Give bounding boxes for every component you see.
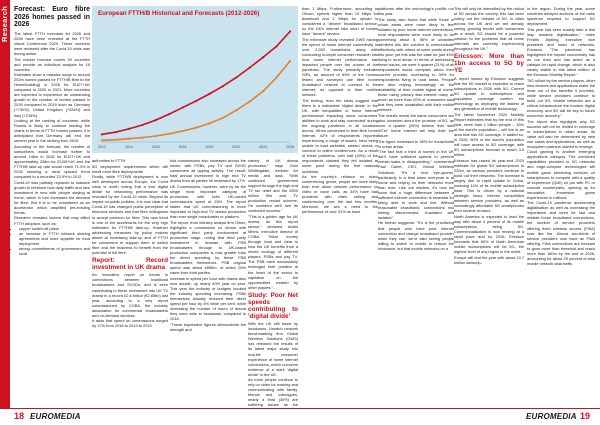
- paragraph: Covid-19 was partially replaced to massive growth to reinforce how daily traffic and new investment in new with people staying at home, which in turn increased the demand for fibre. But it is to be considered as an accelerator which amplified pre-existing trends.: [14, 179, 90, 215]
- paragraph: "The fact that a third of homes in the UK don't have sufficient speeds to perform certain tasks is disappointing," commented Paul Carter, CEO, Global Wireless Solutions. "It's a real eye-opener, particularly in a time when everyone is at home and relying on their networks more than ever. Like our leaders, it's how we know that a huge difference between a sufficient internet connection is essential for being able to work and live. Without reasonable broadband, connections risk feeling disconnected, frustrated and isolated.": [378, 149, 454, 220]
- data-point: [141, 137, 143, 139]
- data-point: [195, 127, 197, 129]
- data-point: [181, 130, 183, 132]
- article-column-8: [527, 6, 595, 266]
- article-column-3: [170, 158, 246, 332]
- article-subhead: Ericsson: More than 1bn access to 5G by YE: [454, 53, 524, 75]
- paragraph: Estimates show a massive surge to around 202m homes passed for FTTH/B fibre to the Home/building) in 2026 for EU27+UK compared to 2020 in 2021. More countries are expected to experience an outstanding growth in the number of homes passed in 2026 compared to 2019 such as Germany (+730%), United Kingdom (+534%) and Italy (+218%).: [14, 72, 90, 118]
- paragraph: The figure increased to 38% for households in urban areas.: [378, 138, 454, 149]
- article-column-6: [378, 6, 454, 251]
- paragraph: This will only be intensified by the rollout of 5G across the country, this has been rolling out the release of 5G, in cities across the UK and we are already seeing growing tender with consumers as a result, 5G should be a powerful solution to the problems that all home internets are currently experiencing throughout the UK.": [454, 6, 524, 52]
- paragraph: According to the forecast, the number of subscribers would increase further to around 148m in 2026 for EU27+UK and approximately 208m for EU39+UK and the FTTH/B take-up rate would reach 71.3% in 2026 showing a clear upward trend compared to a recorded 23.9% in 2012.: [14, 143, 90, 180]
- article-column-7: [454, 6, 524, 265]
- data-point: [128, 128, 130, 130]
- data-point: [168, 133, 170, 135]
- paragraph: UK Commissions, however, were by far the single most important category of production, with both UK-owned commissions spent at 25%. The report states that UK commissioning is more important to high-end TV drama production than ever single broadcaster or platform.: [170, 183, 246, 220]
- paragraph: As more people continue to rely on video for working and communicating with family, friends and colleagues, nearly a third (30%) are suffering issues as the: [248, 377, 298, 408]
- article-column-1: [14, 6, 90, 257]
- paragraph: Ericsson has raised its year-end 2020 estimate for global 5G subscriptions to 220m, as various providers continue to build out their networks. The increase is largely due to rapid uptake in China, meaning 11% of its mobile subscription base. This is driven by a national strategic focus, intense competition between service providers, as well as increasingly affordable 5G smartphones from several vendors.: [454, 157, 524, 214]
- section-sidebar: [0, 0, 10, 408]
- sidebar-label: Research: [0, 6, 9, 43]
- data-point: [289, 30, 291, 32]
- data-point: [262, 90, 264, 92]
- x-tick-label: 2024: [259, 145, 268, 149]
- paragraph: The Covid-19 pandemic accelerating digitalisation as well as increasing the importance and need for fast and reliable home broadband connections, the number of service providers offering fixed wireless access (FWA) rose like fire. Almost two-thirds of service providers now have an FWA offering. FWA connections are forecast to grow more than threefold and reach more than 180m by the end of 2026, accounting for about 25 percent of total mobile network data traffic.: [527, 200, 595, 266]
- paragraph: The report, from industry analyst firm Oliver, highlights a commission so shows with significant third party involvement at production stage, noting that third party investment in dramas with PSB broadcasters through to UK-based production companies is now greater than the direct spending by these PSB broadcasters themselves. PSB original spend was about £856m, of which 26% came from third parties.: [170, 219, 246, 276]
- line-chart: [92, 6, 298, 153]
- paragraph: The latest November 2020 Mobility Report estimates that by the end of this year, more than 1 billion people – 15% of the world's population – will live in an area that has 5G coverage. It added so, in 2026, 60% of the world's population will have access to 5G coverage, with 5G subscriptions forecast to reach 3.5 billion.: [454, 111, 524, 158]
- paragraph: variety of UK drama production," says John Whittingdale, minister for media and data. "With continued government support through the high-end TV tax relief and the £500 million film and TV production restart scheme, I'm confident we'll see its continued success.": [248, 158, 298, 214]
- data-point: [222, 85, 224, 87]
- data-point: [289, 60, 291, 62]
- data-point: [208, 122, 210, 124]
- bullet-list: [14, 226, 90, 256]
- article-column-4: [248, 158, 298, 423]
- paragraph: Finally, while FTTH/B deployment is now well developed across Europe, the Covid crisis is worth noting that a true digital divide for networking performance was revealed by the Covid-19 crisis. Beyond its impact on public policies, it is now clear that Covid-19 has changed public perception of telecoms services and that fibre willingness to accept premium for fibre. This new trend is one of the accelerants for the very high estimates for FTTH/B take-up. However addressing measures by policy makers aimed at increasing take-up and of FTTH for consumers to support them to switch fibre and the business to benefit from the potential of full fibre.: [92, 174, 168, 255]
- data-point: [101, 133, 103, 135]
- x-tick-label: 2018: [178, 145, 187, 149]
- data-point: [155, 119, 157, 121]
- paragraph: Looking at the ranking of countries, while Russia is likely to continue leading the charts in terms of FTTH homes passed, it is anticipated that Germany will end the second year in the ranking from 2019.: [14, 118, 90, 144]
- magazine-brand-right: EUROMEDIA: [526, 412, 577, 421]
- data-point: [101, 139, 103, 141]
- data-point: [235, 76, 237, 78]
- data-point: [114, 139, 116, 141]
- article-headline: Forecast: Euro fibre 2026 homes passed in 2026: [14, 6, 90, 29]
- article-subhead: Study: Poor Net speeds contributing to 'digital divide': [248, 291, 298, 320]
- paragraph: It adds that spend on commissions surged by 17% from 2018 to 2019 to 2019: [92, 318, 168, 329]
- paragraph: He further suggests: "It's a fire prioritizing that people who have poor internet connection and change broadband provider when they can, we're also seeing people willing to switch to mobile to reduce the hindrance, but that mobile networks on a: [378, 220, 454, 251]
- x-tick-label: 2012: [98, 145, 106, 149]
- paragraph: An innovative report on trends in connections between traditional broadcasters and SVODs, and is seen contributing to these investment into UK TV drama in a record £2.6 billion (€2.85bn) last year, according to a new report commissioned by COBA, the industry association for commercial broadcasters and on-demand services.: [92, 272, 168, 318]
- paragraph: "5G rollout by the service players, other new devices and applications make the most out of the benefits it provides, while service providers continue to build out 5G. Mobile networks are a critical infrastructure the modern digital economy, and 5G will be key to future economic recovery.": [527, 77, 595, 118]
- paragraph: 5G deployment requirements which will entail more fibre deployments: [92, 163, 168, 174]
- page-number-left: 18: [14, 411, 25, 421]
- article-subhead: Report: Record investment in UK drama: [92, 256, 168, 271]
- data-point: [168, 113, 170, 115]
- data-point: [262, 56, 264, 58]
- data-point: [181, 106, 183, 108]
- paragraph: Increase in spend per hour with drama also now double, up nearly 40% year on year. This year the industry of budgets booked the industry spending increasing. PSBs themselves actually reduced their direct spend per hour by 4% while per cent, while increasing the number of hours of drama they were able to broadcast, compared to 2018.: [170, 275, 246, 321]
- article-column-2: [92, 158, 168, 329]
- x-tick-label: 2026: [286, 145, 294, 149]
- data-point: [155, 135, 157, 137]
- list-item: • an increase in FTTH network sharing agreements and more appetite for fund deployment: [19, 231, 90, 246]
- list-item: • strong commitments of government and local: [19, 246, 90, 256]
- paragraph: platforms after the technology's prolific run this year.: [378, 6, 454, 17]
- data-point: [141, 124, 143, 126]
- x-tick-label: 2016: [151, 145, 160, 149]
- paragraph: "These impressive figures demonstrate the strength and: [170, 321, 246, 332]
- x-tick-label: 2020: [205, 145, 214, 149]
- paragraph: Cloud gaming is another emerging applications category. The combined capabilities provided to 5G networks and edge-compute technologies will enable game streaming services on smartphones to compete with a quality of experience (QoE) on par with PC or console counterparts, opening up for innovative, immersive game experiences to millions.: [527, 149, 595, 200]
- series-line-0: [102, 32, 290, 135]
- page-footer: [0, 408, 600, 425]
- paragraph: "This is a golden age for UK drama, as this report shows," declared Adam Minns, executive director of COBA. "More money through local and clear is how the UK benefits from a mixed ecology of different players, PSBs and pay TV. The PSB have successfully leveraged their position at the heart of the sector to capitalise on the opportunities created by other players.": [248, 214, 298, 290]
- paragraph: This year has seen society take a first leap towards digitalisation," notes Fredrik Jejdling, executive vice president and head of networks, Ericsson. "The pandemic has highlighted the impact connectivity has on our lives and has acted as a catalyst for rapid change, which is also clearly visible in this latest edition of the Ericsson Mobility Report.": [527, 26, 595, 78]
- article-column-5: [302, 6, 378, 215]
- paragraph: North America is expected to lead the way with about 4 percent of its mobile subscriptions being 5G. Commercialisation is now moving at a rapid pace and by 2026, Ericsson forecasts that 80% of North American mobile subscriptions will be 5G, the highest level of any region in the world.: [454, 213, 524, 255]
- data-point: [235, 109, 237, 111]
- data-point: [114, 131, 116, 133]
- data-point: [249, 100, 251, 102]
- paragraph: The extensive study revealed GWS having the speed of home internet connectivity in over 2,000 households along with conducting in-depth consumer research into how home internet performance has impacted people over the course of the pandemic. The study primarily includes ISPs, an amount of 69% of the homes tested and surveyed use fibre home broadband network to connect to the internet, as opposed to their mobile network.: [302, 36, 378, 98]
- chart-title: European FTTH/B Historical and Forecasts (2012-2026): [98, 10, 260, 17]
- paragraph: than 1 Mbps. Furthermore, according to Ofcom, speeds higher than 10 Mbps for download and 1 Mbps for upload is considered a "decent" broadband service, so the UK's internet falls short of homes have "decent" service.: [302, 6, 378, 37]
- paragraph: Research revealed factors that may affect FTTH adoption, such as:: [14, 215, 90, 226]
- data-point: [222, 117, 224, 119]
- paragraph: As the country's reliance on video conferencing grows, people are more likely than ever about network performance on video or voice calls, as 34% have had problems with video calling and conferencing over the last few months. Moreover, we see a need to the performance of over 31% as have: [302, 174, 378, 215]
- paragraph: fold commissions also increased across the sector, with PSBs, pay TV and SVOD consumers all upping activity. The result: total annual investment in high end TV drama from all parties hit increased by 17%.: [170, 158, 246, 184]
- paragraph: The finding, from the study suggest that there is a noticeable 'digital divide' in the UK, with inequalities of home internet performance impacting some consumers' abilities to work and stay 'connected' during the ongoing pandemic in all locations across. When connected to their fibre home internet, 42% of respondents reported experiencing a range of issues. Next being unable to load websites, stream videos or connect to online conferences. As a result of these problems, over half (53%) of the respondents claimed they felt isolated at some point during the first national lockdown.: [302, 97, 378, 174]
- data-point: [249, 67, 251, 69]
- paragraph: The latest FTTH forecasts for 2026 and 2028 have been revealed at the FTTH virtual Conference 2020. These numbers were reviewed after the Covid-19 crisis was during action.: [14, 30, 90, 56]
- paragraph: The market forecast covers 39 countries and provide an individual analysis for 15 countries.: [14, 56, 90, 72]
- paragraph: authorities to FTTH: [92, 158, 126, 163]
- paragraph: The report also highlights why 5G success will not be limited in coverage or subscriptions in urban areas. Its value will also be determined by new use cases and applications, as well as ecosystem partners started to emerge.: [527, 118, 595, 149]
- x-tick-label: 2022: [232, 145, 241, 149]
- paragraph: Europe will end the year with about 10.7 million subscrip-: [454, 254, 524, 265]
- chart-panel: [92, 6, 298, 153]
- data-point: [208, 93, 210, 95]
- paragraph: The study also found that while those in urban areas were more likely to feel isolated by poor home internet connections, rural respondents were more likely to do something about it, 56% of urbanites admitted this flex solution to communicate effectively with others at some points during this year, yet this was the case for just 43% living in rural areas. In terms of addressing these issues, we were it quarter (21%) of all respondents would complain about their current provider, increasing to 39% for respondents living in rural areas. People are also relying increasingly on the availability of their mobile signal at home; those using primary fast internet many as much as more than 20% of consumers said that they were unsatisfied with their mobile network.: [378, 16, 454, 113]
- data-point: [275, 45, 277, 47]
- data-point: [195, 100, 197, 102]
- magazine-brand-left: EUROMEDIA: [30, 412, 81, 421]
- list-item: • copper switch-off plans: [19, 226, 90, 231]
- paragraph: With the UK still beset by lockdowns, Uswitch network benchmarking firm Global Wireless Solutions (GWS) has released the results of its latest major study into real-life consumer experience of home internet connections, which uncovers evidence of a stark 'digital divide' in the UK.: [248, 321, 298, 377]
- data-point: [128, 138, 130, 140]
- data-point: [275, 76, 277, 78]
- paragraph: A report issued by Ericsson suggests that the 5G market is expected to reach subscriptions in 2026 with 5G. Current 5G update in subscriptions and population coverage confirm the technology as deploying the fastest of any generation of mobile technology.: [454, 75, 524, 112]
- paragraph: in the region. During the year, some countries delayed auctions of the radio spectrum required to support 5G deployment.: [527, 6, 595, 27]
- paragraph: The results reveal the same consumers are also uncertain about the promise of 5G, as over a quarter (26%) believe that 'well 5G'er' home internet will help their the future.: [378, 112, 454, 139]
- page-number-right: 19: [580, 411, 591, 421]
- x-tick-label: 2014: [124, 145, 133, 149]
